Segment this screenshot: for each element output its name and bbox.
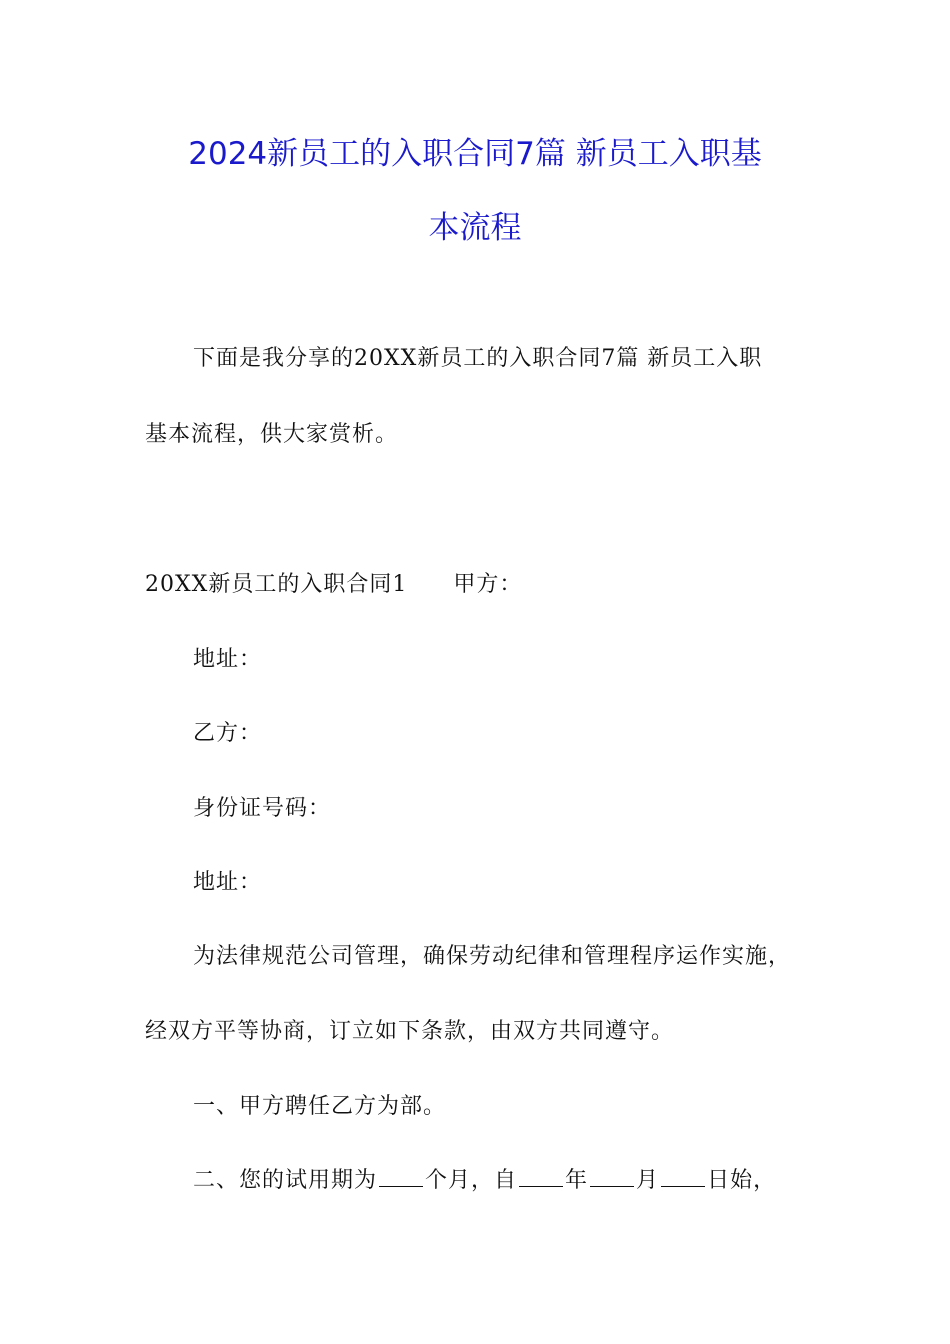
contract-heading-row <box>145 570 522 600</box>
party-b-label: 乙方： <box>193 721 263 746</box>
address-label-1: 地址： <box>193 647 263 672</box>
blank-month <box>590 1168 634 1187</box>
intro-line-2: 基本流程，供大家赏析。 <box>145 422 399 447</box>
blank-months <box>379 1168 423 1187</box>
clause-2-part-4: 月 <box>636 1168 660 1193</box>
intro-line-1: 下面是我分享的20XX新员工的入职合同7篇 新员工入职 <box>193 346 763 371</box>
party-a-label: 甲方： <box>453 572 523 597</box>
contract-heading: 20XX新员工的入职合同1 <box>145 572 408 597</box>
clause-2-part-2: 个月，自 <box>425 1168 518 1193</box>
address-label-2: 地址： <box>193 870 263 895</box>
title-line-2: 本流程 <box>428 210 522 246</box>
paragraph-1-line-1: 为法律规范公司管理，确保劳动纪律和管理程序运作实施， <box>193 944 792 969</box>
clause-2-part-3: 年 <box>565 1168 589 1193</box>
blank-year <box>519 1168 563 1187</box>
blank-day <box>661 1168 705 1187</box>
clause-2-part-5: 日始， <box>707 1168 777 1193</box>
clause-1: 一、甲方聘任乙方为部。 <box>193 1094 447 1119</box>
clause-2-part-1: 二、您的试用期为 <box>193 1168 378 1193</box>
clause-2 <box>193 1166 776 1196</box>
title-line-1: 2024新员工的入职合同7篇 新员工入职基 <box>188 136 762 172</box>
paragraph-1-line-2: 经双方平等协商，订立如下条款，由双方共同遵守。 <box>145 1019 675 1044</box>
id-number-label: 身份证号码： <box>193 796 332 821</box>
